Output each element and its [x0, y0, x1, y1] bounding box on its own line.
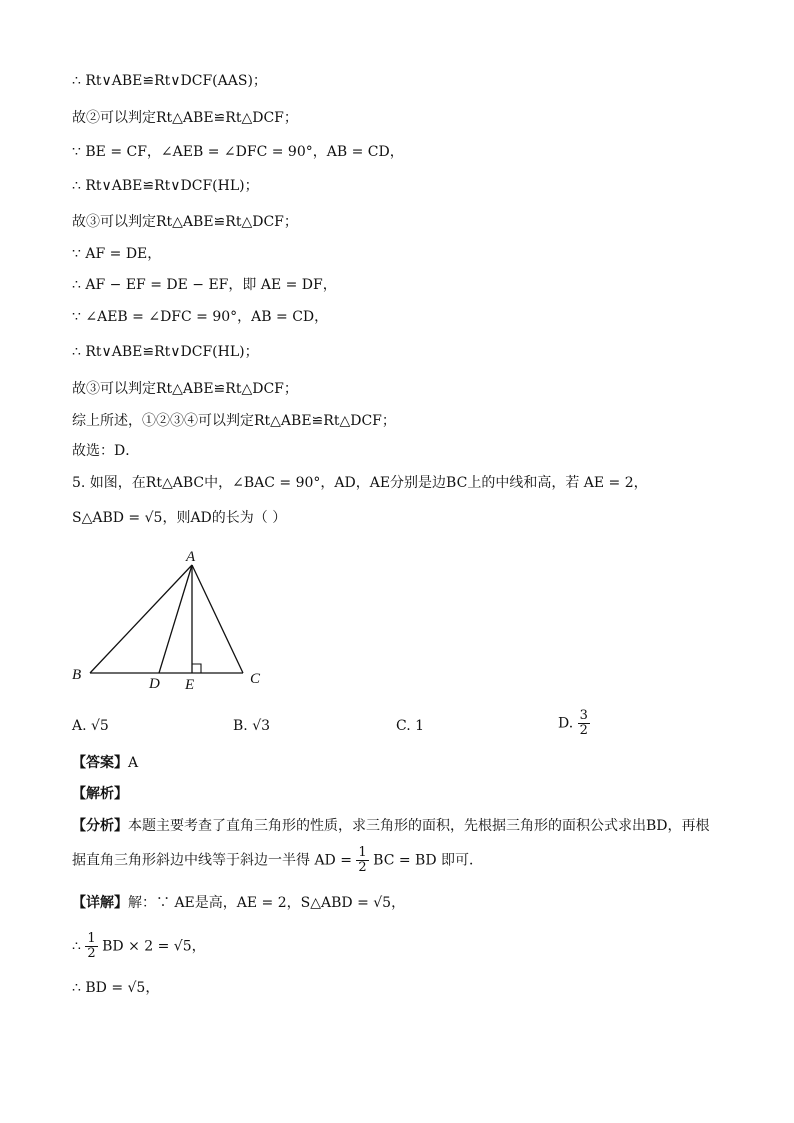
analysis-line-1 [72, 816, 710, 836]
detail-fraction-denominator: 2 [87, 946, 96, 961]
analysis-text-1: 本题主要考查了直角三角形的性质，求三角形的面积，先根据三角形的面积公式求出BD，再根 [128, 818, 710, 834]
proof-line-10: 故③可以判定Rt△ABE≌Rt△DCF； [72, 381, 298, 397]
option-b: B. √3 [233, 718, 271, 734]
option-d-numerator: 3 [579, 708, 588, 723]
detail-line-2 [72, 932, 206, 961]
proof-line-1: ∴ Rt∨ABE≌Rt∨DCF(AAS)； [72, 73, 267, 89]
vertex-label-d: D [149, 676, 160, 692]
proof-line-4: ∴ Rt∨ABE≌Rt∨DCF(HL)； [72, 178, 259, 194]
triangle-figure [60, 545, 290, 695]
option-d [558, 709, 590, 738]
proof-summary: 综上所述，①②③④可以判定Rt△ABE≌Rt△DCF； [72, 413, 396, 429]
analysis-label: 【分析】 [72, 818, 128, 834]
detail-text-2-prefix: ∴ [72, 938, 81, 955]
option-a: A. √5 [72, 718, 109, 734]
analysis-text-2-suffix: BC = BD 即可． [373, 852, 484, 869]
analysis-fraction [356, 846, 368, 875]
answer-label: 【答案】 [72, 755, 128, 771]
detail-label: 【详解】 [72, 895, 128, 911]
detail-fraction-numerator: 1 [87, 931, 96, 946]
proof-line-7: ∴ AF − EF = DE − EF，即 AE = DF， [72, 277, 337, 293]
proof-line-3: ∵ BE = CF，∠AEB = ∠DFC = 90°，AB = CD， [72, 144, 404, 160]
analysis-text-2-prefix: 据直角三角形斜边中线等于斜边一半得 AD = [72, 852, 352, 869]
analysis-fraction-denominator: 2 [358, 860, 367, 875]
vertex-label-e: E [185, 677, 195, 693]
analysis-header: 【解析】 [72, 786, 128, 802]
option-d-prefix: D. [558, 715, 574, 732]
option-c: C. 1 [396, 718, 425, 734]
vertex-label-b: B [72, 667, 82, 683]
answer-line [72, 753, 138, 773]
detail-text-1: 解：∵ AE是高，AE = 2，S△ABD = √5， [128, 895, 406, 911]
proof-line-6: ∵ AF = DE， [72, 246, 162, 262]
option-d-denominator: 2 [579, 723, 588, 738]
proof-line-9: ∴ Rt∨ABE≌Rt∨DCF(HL)； [72, 344, 259, 360]
detail-fraction [85, 932, 97, 961]
detail-line-1 [72, 893, 405, 913]
question-line-2: S△ABD = √5，则AD的长为（ ） [72, 510, 287, 526]
proof-choice: 故选：D． [72, 443, 140, 459]
detail-line-3: ∴ BD = √5， [72, 980, 160, 996]
question-line-1: 5. 如图，在Rt△ABC中，∠BAC = 90°，AD，AE分别是边BC上的中线和高，若 AE = 2， [72, 475, 648, 491]
answer-value: A [128, 755, 139, 771]
proof-line-5: 故③可以判定Rt△ABE≌Rt△DCF； [72, 214, 298, 230]
option-d-fraction [578, 709, 590, 738]
analysis-line-2 [72, 846, 483, 875]
proof-line-2: 故②可以判定Rt△ABE≌Rt△DCF； [72, 110, 298, 126]
vertex-label-c: C [250, 671, 261, 687]
proof-line-8: ∵ ∠AEB = ∠DFC = 90°，AB = CD， [72, 309, 329, 325]
detail-text-2-suffix: BD × 2 = √5， [102, 938, 206, 955]
vertex-label-a: A [186, 549, 196, 565]
analysis-fraction-numerator: 1 [358, 845, 367, 860]
